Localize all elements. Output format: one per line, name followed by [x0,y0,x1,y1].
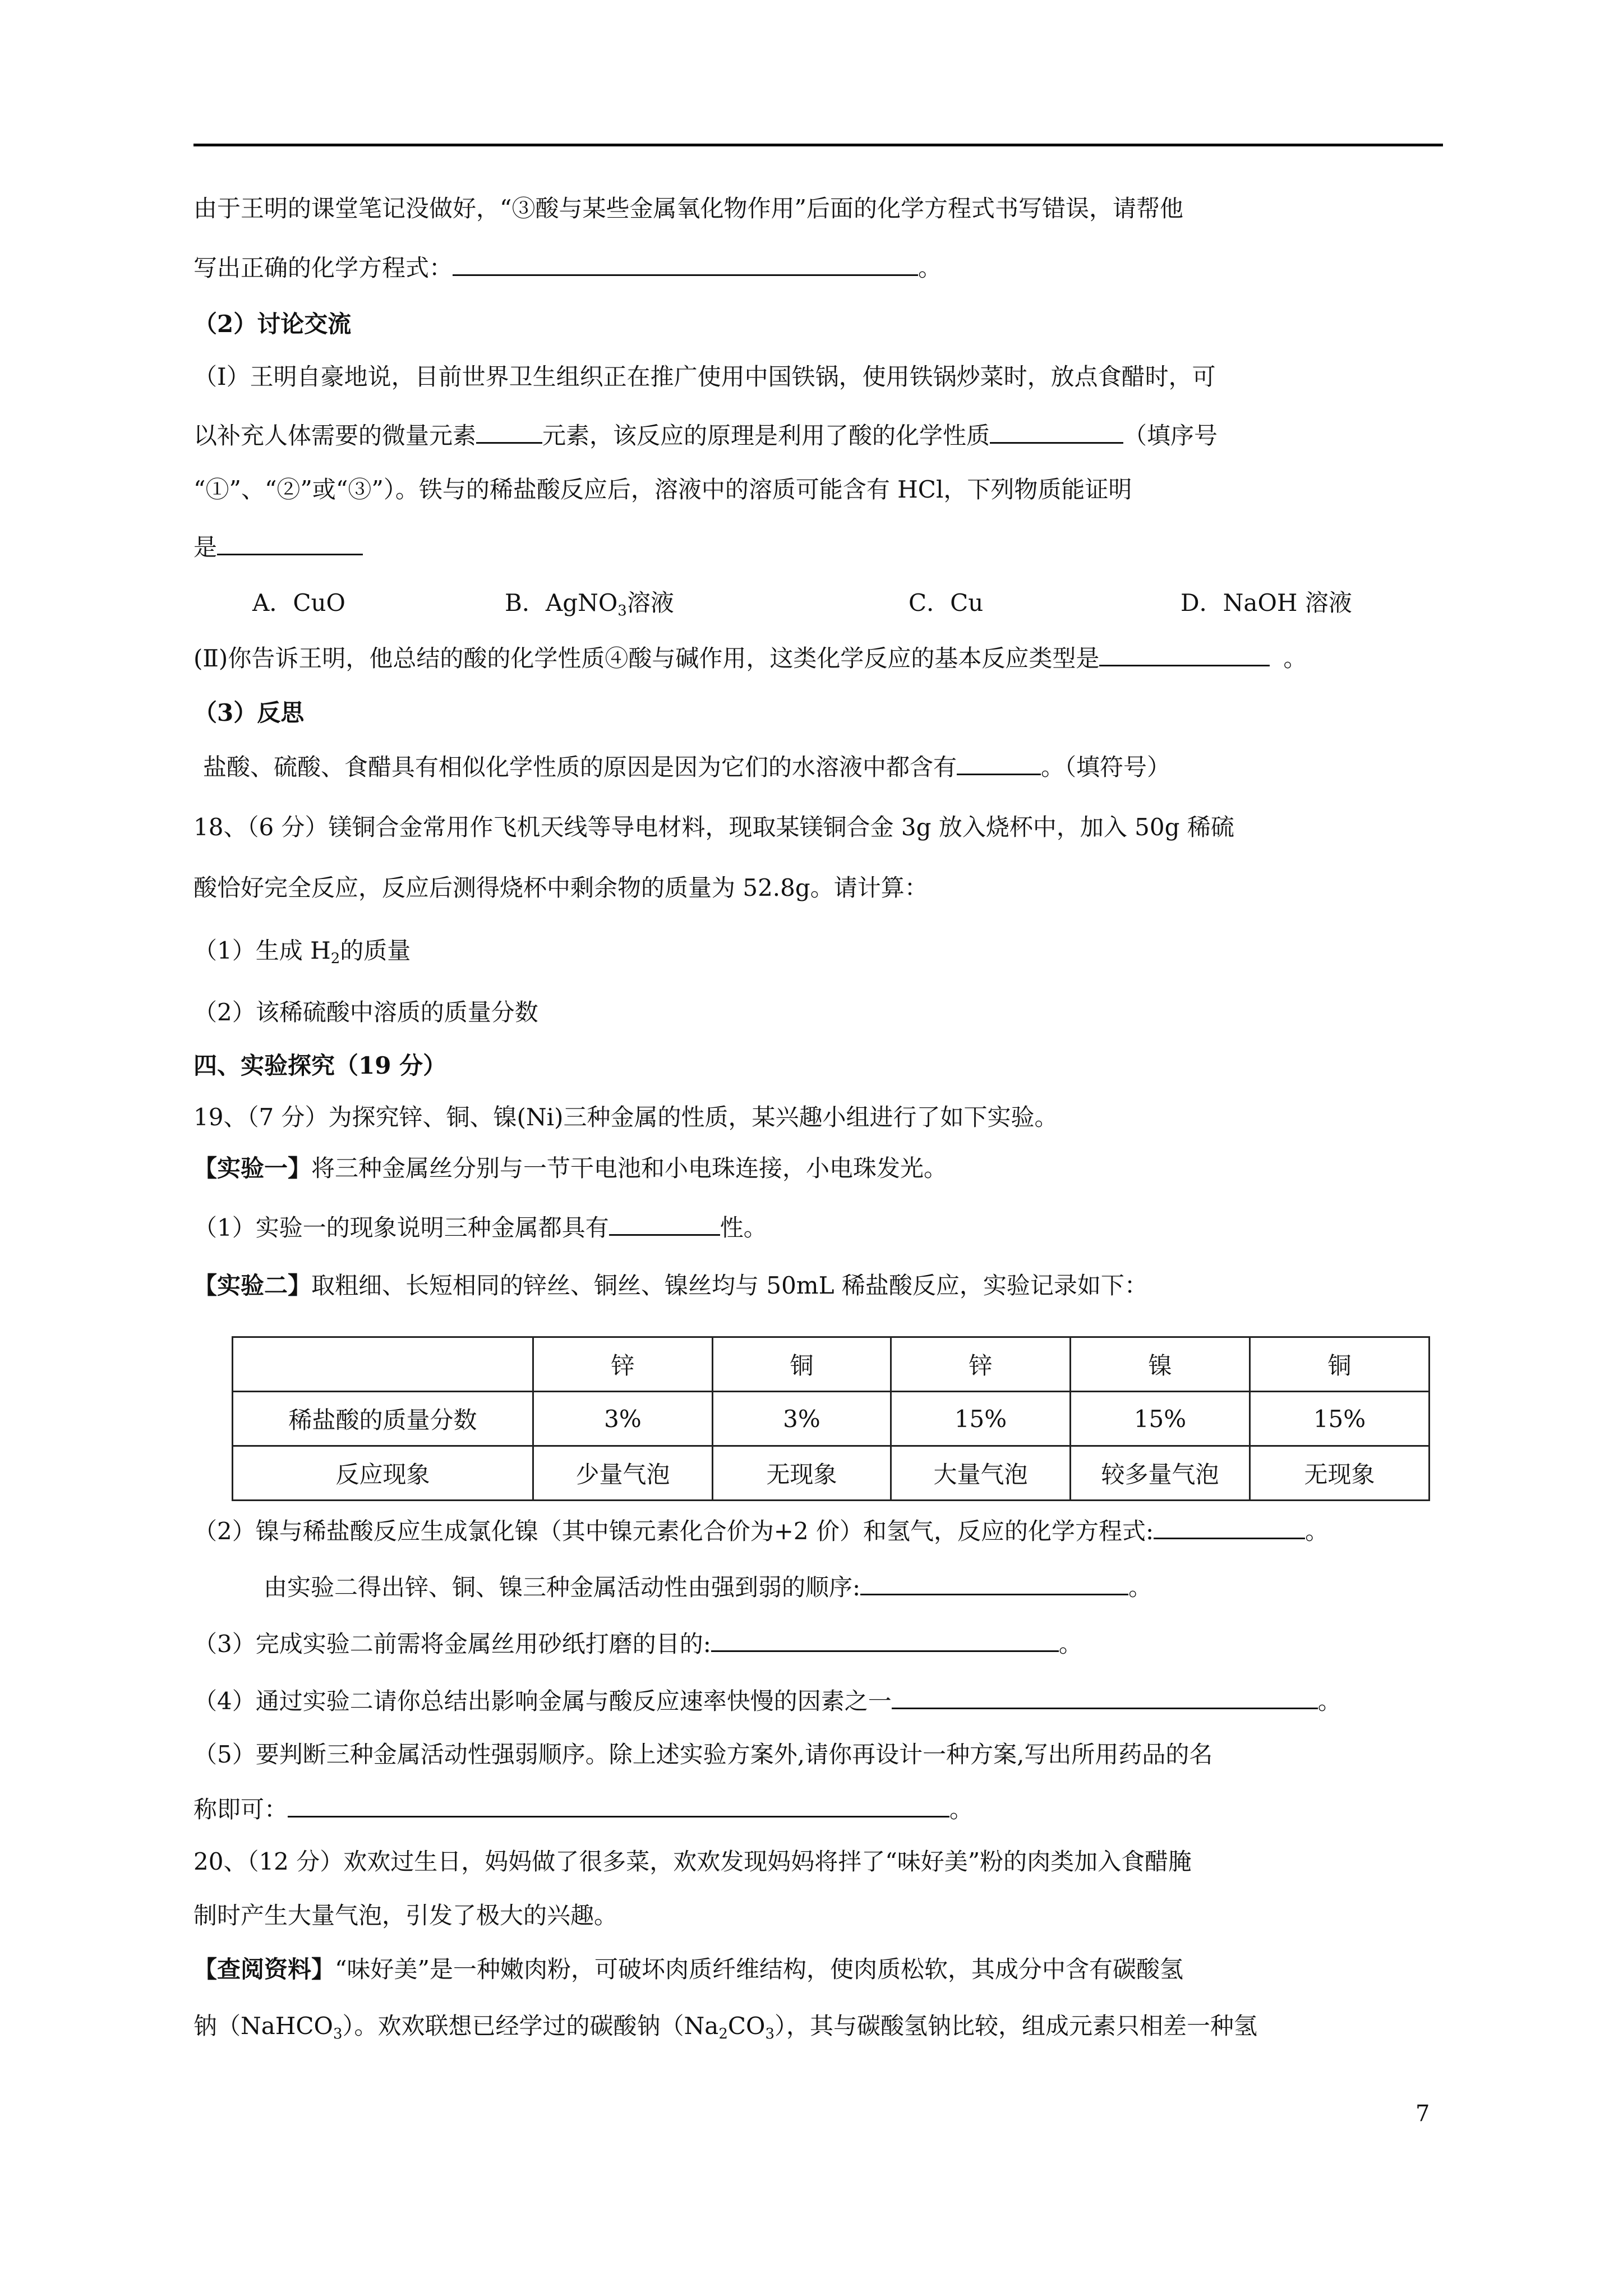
header-rule [193,144,1443,146]
paragraph-line [193,250,942,285]
choice-text: 溶液 [626,589,674,616]
table-cell: 15% [1071,1392,1250,1446]
paragraph-line: （2）该稀硫酸中溶质的质量分数 [193,999,538,1026]
table-cell: 锌 [891,1337,1071,1392]
table-cell: 大量气泡 [891,1446,1071,1501]
paragraph-line: 制时产生大量气泡，引发了极大的兴趣。 [193,1902,618,1929]
line-text: 。 [1305,1517,1329,1545]
table-cell: 3% [533,1392,713,1446]
table-cell: 15% [1250,1392,1430,1446]
table-cell: 15% [891,1392,1071,1446]
line-text: 由实验二得出锌、铜、镍三种金属活动性由强到弱的顺序: [264,1573,861,1601]
line-text: 性。 [720,1214,767,1241]
answer-blank[interactable] [453,250,918,276]
line-text: 取粗细、长短相同的锌丝、铜丝、镍丝均与 50mL 稀盐酸反应，实验记录如下： [311,1272,1148,1299]
paragraph-line [193,934,411,968]
answer-blank[interactable] [957,749,1041,775]
table-cell: 较多量气泡 [1071,1446,1250,1501]
line-text: ），其与碳酸氢钠比较，组成元素只相差一种氢 [774,2012,1258,2040]
answer-blank[interactable] [990,417,1123,444]
choice-b [505,586,674,620]
paragraph-line [193,640,1307,675]
line-text: 的质量 [340,937,411,964]
paragraph-line [193,1626,1082,1661]
paragraph-line [193,1683,1341,1718]
line-text: （1）实验一的现象说明三种金属都具有 [193,1214,609,1241]
section-heading: 四、实验探究（19 分） [193,1052,447,1079]
page-number: 7 [1415,2101,1430,2127]
answer-blank[interactable] [1154,1513,1305,1539]
line-text: 。 [1058,1630,1082,1658]
paragraph-line: 20、（12 分）欢欢过生日，妈妈做了很多菜，欢欢发现妈妈将拌了“味好美”粉的肉类加入食醋腌 [193,1848,1192,1875]
experiment-tag: 【实验二】 [193,1272,312,1299]
line-text: 。 [918,254,942,282]
line-text: （4）通过实验二请你总结出影响金属与酸反应速率快慢的因素之一 [193,1687,892,1715]
table-cell: 反应现象 [233,1446,533,1501]
table-cell: 稀盐酸的质量分数 [233,1392,533,1446]
paragraph-line: （5）要判断三种金属活动性强弱顺序。除上述实验方案外,请你再设计一种方案,写出所用药品的名 [193,1741,1213,1768]
reference-tag: 【查阅资料】 [193,1955,335,1983]
line-text: 是 [193,533,218,561]
table-cell: 3% [713,1392,891,1446]
line-text: 。 [1317,1687,1341,1715]
line-text: 钠（NaHCO [193,2012,333,2040]
answer-blank[interactable] [892,1683,1318,1709]
experiment-table [232,1336,1430,1501]
table-row [233,1446,1430,1501]
answer-blank[interactable] [476,417,542,444]
choice-a: A．CuO [252,589,345,616]
line-text: 以补充人体需要的微量元素 [193,422,477,449]
choice-d: D．NaOH 溶液 [1181,589,1352,616]
table-cell: 无现象 [1250,1446,1430,1501]
line-text: 。 [1128,1573,1152,1601]
paragraph-line [193,2009,1257,2043]
subscript: 3 [617,602,627,619]
line-text: 。（填符号） [1041,753,1171,781]
paragraph-line [193,1152,947,1185]
line-text: 元素，该反应的原理是利用了酸的化学性质 [542,422,990,449]
choice-c: C．Cu [909,589,984,616]
paragraph-line: 18、（6 分）镁铜合金常用作飞机天线等导电材料，现取某镁铜合金 3g 放入烧杯中，加入 50g 稀硫 [193,813,1234,841]
table-cell [233,1337,533,1392]
answer-blank[interactable] [1099,640,1270,666]
paragraph-line: （Ⅰ）王明自豪地说，目前世界卫生组织正在推广使用中国铁锅，使用铁锅炒菜时，放点食醋时，可 [193,363,1216,390]
paragraph-line: 由于王明的课堂笔记没做好，“③酸与某些金属氧化物作用”后面的化学方程式书写错误，请帮他 [193,195,1183,222]
table-cell: 锌 [533,1337,713,1392]
subscript: 3 [333,2026,343,2042]
table-cell: 铜 [713,1337,891,1392]
line-text: 称即可： [193,1796,288,1823]
section-heading: （3）反思 [193,699,305,726]
line-text: （3）完成实验二前需将金属丝用砂纸打磨的目的: [193,1630,711,1658]
line-text: 。 [1283,645,1307,672]
line-text: 将三种金属丝分别与一节干电池和小电珠连接，小电珠发光。 [311,1154,948,1182]
line-text: （填序号 [1123,422,1218,449]
paragraph-line [264,1569,1152,1604]
paragraph-line [203,749,1170,784]
answer-blank[interactable] [860,1569,1128,1595]
paragraph-line: 19、（7 分）为探究锌、铜、镍(Ni)三种金属的性质，某兴趣小组进行了如下实验。 [193,1103,1058,1131]
paragraph-line [193,1791,973,1826]
line-text: ）。欢欢联想已经学过的碳酸钠（Na [342,2012,719,2040]
paragraph-line [193,1269,1148,1303]
line-text: 盐酸、硫酸、食醋具有相似化学性质的原因是因为它们的水溶液中都含有 [203,753,957,781]
line-text: (Ⅱ)你告诉王明，他总结的酸的化学性质④酸与碱作用，这类化学反应的基本反应类型是 [193,645,1100,672]
choice-text: B．AgNO [505,589,618,616]
line-text: 写出正确的化学方程式： [193,254,453,282]
answer-blank[interactable] [609,1209,720,1236]
answer-blank[interactable] [217,529,363,555]
table-cell: 无现象 [713,1446,891,1501]
line-text: （2）镍与稀盐酸反应生成氯化镍（其中镍元素化合价为+2 价）和氢气，反应的化学方程式: [193,1517,1154,1545]
table-cell: 镍 [1071,1337,1250,1392]
paragraph-line: “①”、“②”或“③”）。铁与的稀盐酸反应后，溶液中的溶质可能含有 HCl，下列物质能证明 [193,476,1132,503]
paragraph-line [193,1513,1329,1548]
paragraph-line [193,1209,767,1245]
section-heading: （2）讨论交流 [193,310,352,338]
paragraph-line: 酸恰好完全反应，反应后测得烧杯中剩余物的质量为 52.8g。请计算： [193,874,928,901]
table-cell: 少量气泡 [533,1446,713,1501]
line-text: “味好美”是一种嫩肉粉，可破坏肉质纤维结构，使肉质松软，其成分中含有碳酸氢 [335,1955,1183,1983]
table-cell: 铜 [1250,1337,1430,1392]
paragraph-line [193,1953,1183,1986]
line-text: （1）生成 H [193,937,331,964]
paragraph-line [193,417,1218,453]
subscript: 2 [718,2026,728,2042]
answer-blank[interactable] [711,1626,1059,1652]
table-header-row [233,1337,1430,1392]
table-row [233,1392,1430,1446]
answer-blank[interactable] [288,1791,949,1818]
subscript: 2 [330,950,340,967]
line-text: CO [727,2012,766,2040]
line-text: 。 [949,1796,974,1823]
subscript: 3 [765,2026,775,2042]
experiment-tag: 【实验一】 [193,1154,312,1182]
paragraph-line [193,529,363,564]
